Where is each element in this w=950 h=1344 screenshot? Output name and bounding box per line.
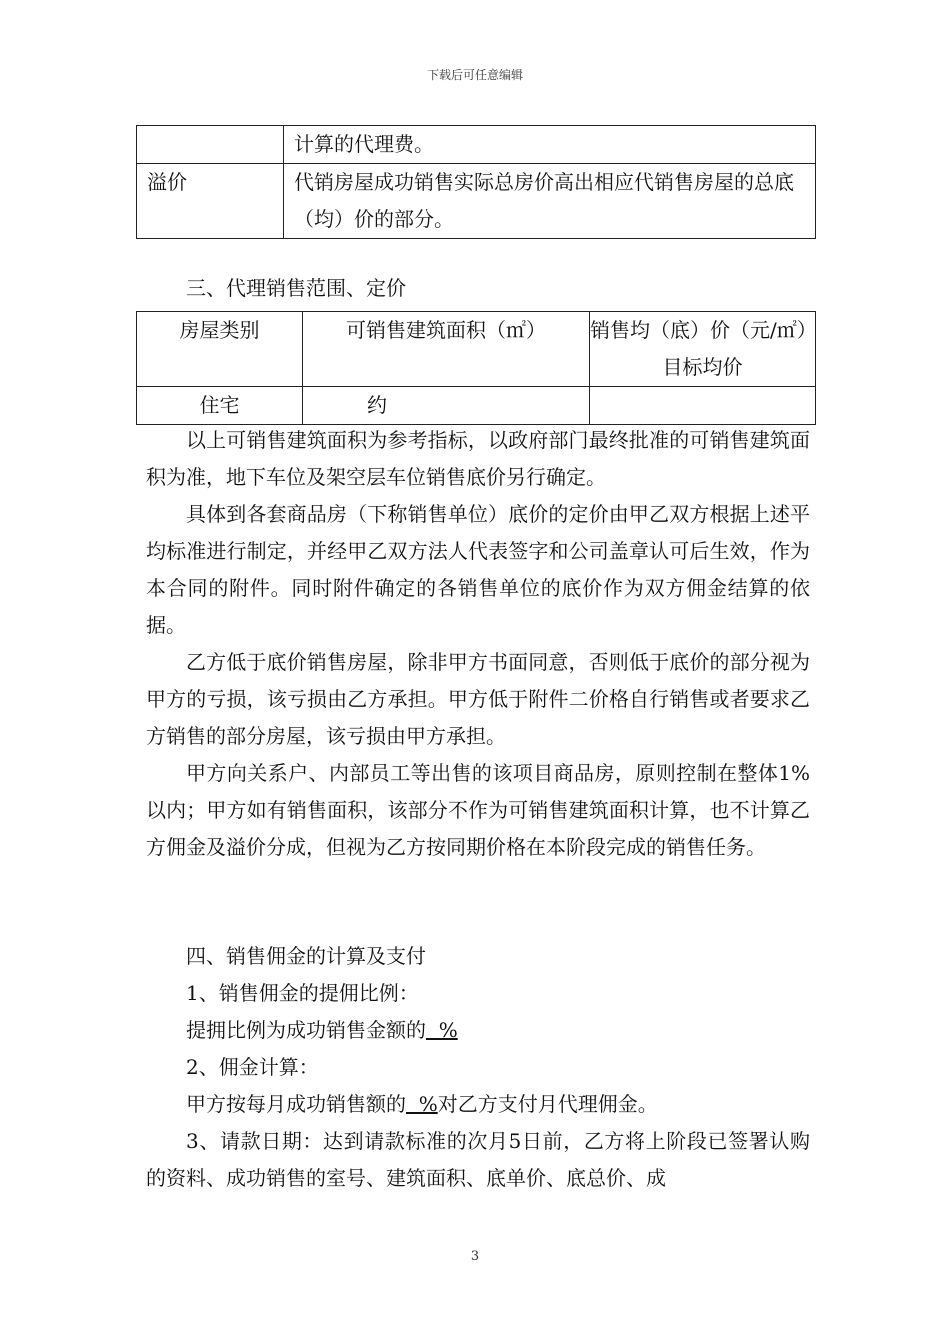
pricing-table <box>136 311 816 425</box>
table-row <box>137 164 816 239</box>
price-header-line1: 销售均（底）价（元/㎡） <box>590 318 817 342</box>
description-cell: 计算的代理费。 <box>284 126 816 164</box>
item-1-text: 提拥比例为成功销售金额的 % <box>186 1018 458 1042</box>
area-header: 可销售建筑面积（㎡） <box>303 312 590 387</box>
price-header <box>590 312 816 387</box>
blank-field: % <box>406 1092 438 1116</box>
paragraph: 甲方向关系户、内部员工等出售的该项目商品房，原则控制在整体1%以内；甲方如有销售面积，该部分不作为可销售建筑面积计算，也不计算乙方佣金及溢价分成，但视为乙方按同期价格在本阶段完成的销售任务。 <box>146 761 810 859</box>
table-header-row <box>137 312 816 387</box>
page-header: 下载后可任意编辑 <box>426 68 523 82</box>
item-2-title: 2、佣金计算： <box>186 1055 319 1079</box>
page-number: 3 <box>470 1249 480 1264</box>
item-2-text: 甲方按每月成功销售额的 %对乙方支付月代理佣金。 <box>186 1092 658 1116</box>
term-cell <box>137 126 284 164</box>
section-4 <box>146 938 810 1197</box>
table-row <box>137 126 816 164</box>
paragraph: 乙方低于底价销售房屋，除非甲方书面同意，否则低于底价的部分视为甲方的亏损，该亏损由乙方承担。甲方低于附件二价格自行销售或者要求乙方销售的部分房屋，该亏损由甲方承担。 <box>146 650 810 748</box>
paragraph: 以上可销售建筑面积为参考指标，以政府部门最终批准的可销售建筑面积为准，地下车位及架空层车位销售底价另行确定。 <box>146 428 810 489</box>
table-row <box>137 387 816 425</box>
price-header-line2: 目标均价 <box>662 355 743 379</box>
section-3-body <box>146 422 810 866</box>
paragraph: 具体到各套商品房（下称销售单位）底价的定价由甲乙双方根据上述平均标准进行制定，并经甲乙双方法人代表签字和公司盖章认可后生效，作为本合同的附件。同时附件确定的各销售单位的底价作为双方佣金结算的依据。 <box>146 502 810 637</box>
item-3-text: 3、请款日期：达到请款标准的次月5日前，乙方将上阶段已签署认购的资料、成功销售的室号、建筑面积、底单价、底总价、成 <box>146 1129 810 1190</box>
house-type-header: 房屋类别 <box>137 312 303 387</box>
blank-field: % <box>426 1018 458 1042</box>
house-type-cell: 住宅 <box>137 387 303 425</box>
definitions-table <box>136 125 816 239</box>
area-cell: 约 <box>303 387 590 425</box>
item-1-title: 1、销售佣金的提佣比例： <box>186 981 419 1005</box>
section-3-heading: 三、代理销售范围、定价 <box>186 276 406 300</box>
description-cell: 代销房屋成功销售实际总房价高出相应代销售房屋的总底（均）价的部分。 <box>284 164 816 239</box>
price-cell <box>590 387 816 425</box>
section-4-heading: 四、销售佣金的计算及支付 <box>186 944 426 968</box>
term-cell: 溢价 <box>137 164 284 239</box>
